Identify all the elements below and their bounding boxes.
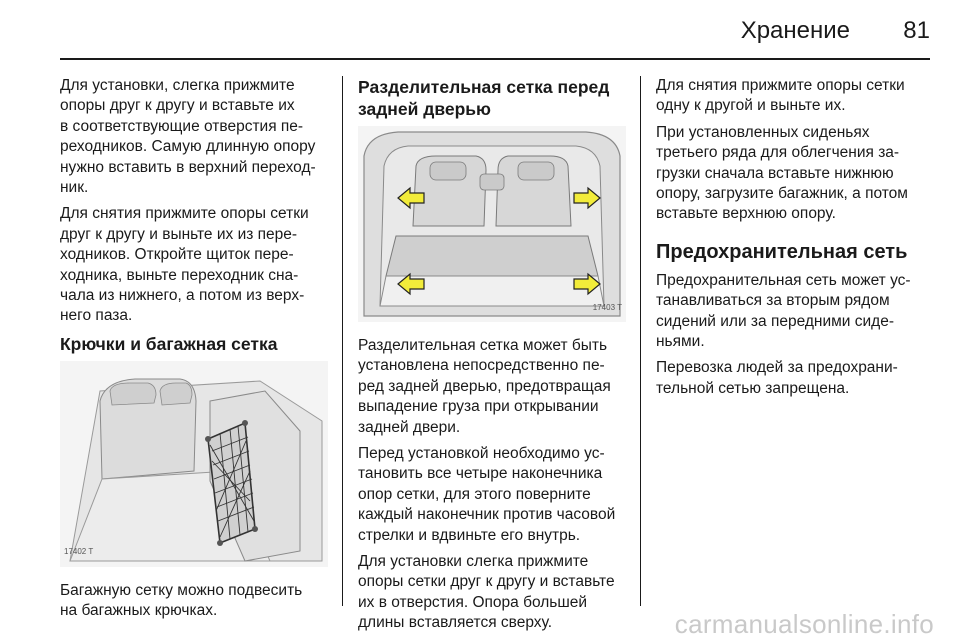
figure-code: 17403 T [592, 302, 622, 312]
header-title: Хранение [740, 17, 850, 44]
partition-net-illustration [358, 126, 626, 322]
col2-paragraph-1: Разделительная сетка может быть установлена непосредственно пе- ред задней дверью, предотвращая выпадение груза при открывании задней двери. [358, 337, 611, 436]
cargo-net-figure [60, 361, 328, 567]
watermark: carmanualsonline.info [674, 609, 934, 639]
column-2 [358, 76, 626, 640]
col3-heading: Предохранительная сеть [656, 240, 908, 263]
col1-paragraph-3: Багажную сетку можно подвесить на багажных крючках. [60, 581, 303, 620]
column-divider-1 [342, 76, 343, 606]
col3-paragraph-2: При установленных сиденьях третьего ряда для облегчения за- грузки сначала вставьте нижнюю опору, загрузите багажник, а потом вставьте верхнюю опору. [656, 123, 908, 223]
col2-heading: Разделительная сетка перед задней дверью [358, 77, 610, 119]
col2-paragraph-2: Перед установкой необходимо ус- тановить все четыре наконечника опор сетки, для этого поверните каждый наконечник против часовой стрелки и вдвиньте его внутрь. [358, 445, 616, 544]
page-number: 81 [903, 17, 930, 44]
column-divider-2 [640, 76, 641, 606]
col1-paragraph-1: Для установки, слегка прижмите опоры друг к другу и вставьте их в соответствующие отверстия пе- реходников. Самую длинную опору нужно вставить в верхний переход- ник. [60, 77, 316, 197]
col1-heading: Крючки и багажная сетка [60, 333, 278, 354]
figure-code: 17402 T [64, 547, 94, 557]
col1-paragraph-2: Для снятия прижмите опоры сетки друг к другу и выньте их из пере- ходников. Откройте щиток пере- ходника, выньте переходник сна- чала из нижнего, а потом из верх- него паза. [60, 205, 309, 325]
col3-paragraph-1: Для снятия прижмите опоры сетки одну к другой и выньте их. [656, 77, 905, 115]
column-3 [656, 76, 946, 405]
col3-paragraph-3: Предохранительная сеть может ус- танавливаться за вторым рядом сидений или за передними сиде- ньями. [656, 271, 911, 351]
col3-paragraph-4: Перевозка людей за предохрани- тельной сетью запрещена. [656, 359, 898, 397]
column-1 [60, 76, 328, 628]
col2-paragraph-3: Для установки слегка прижмите опоры сетки друг к другу и вставьте их в отверстия. Опора большей длины вставляется сверху. [358, 553, 615, 632]
header-rule [60, 58, 930, 60]
cargo-net-illustration [60, 361, 328, 567]
partition-net-figure [358, 126, 626, 322]
